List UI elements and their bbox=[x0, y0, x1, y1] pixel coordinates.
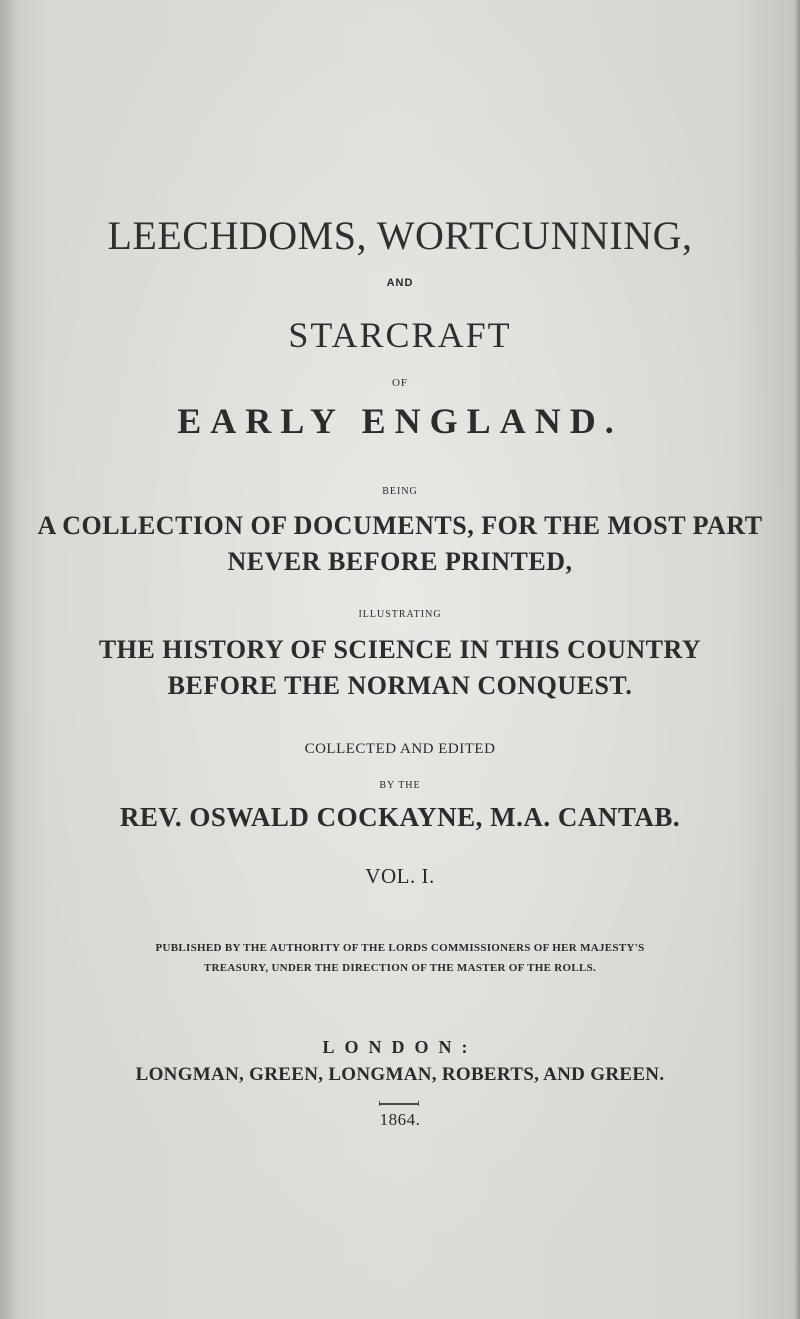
imprint-year: 1864. bbox=[379, 1110, 421, 1129]
by-the-label: BY THE bbox=[379, 780, 421, 791]
imprint-place: LONDON: bbox=[322, 1037, 478, 1057]
publication-authority-line-1: PUBLISHED BY THE AUTHORITY OF THE LORDS COMMISSIONERS OF HER MAJESTY'S bbox=[155, 942, 645, 954]
title-line-2: STARCRAFT bbox=[288, 315, 512, 355]
editor-name: REV. OSWALD COCKAYNE, M.A. CANTAB. bbox=[119, 802, 681, 832]
imprint-rule bbox=[379, 1103, 419, 1105]
subtitle-collection-line-1: A COLLECTION OF DOCUMENTS, FOR THE MOST PART bbox=[37, 511, 763, 540]
title-line-3: EARLY ENGLAND. bbox=[177, 401, 623, 441]
subtitle-being: BEING bbox=[382, 486, 418, 497]
publication-authority-line-2: TREASURY, UNDER THE DIRECTION OF THE MASTER OF THE ROLLS. bbox=[203, 962, 597, 974]
imprint-publishers: LONGMAN, GREEN, LONGMAN, ROBERTS, AND GREEN. bbox=[135, 1064, 665, 1085]
subtitle-history-line-1: THE HISTORY OF SCIENCE IN THIS COUNTRY bbox=[98, 635, 702, 664]
volume-number: VOL. I. bbox=[365, 864, 435, 888]
title-line-1: LEECHDOMS, WORTCUNNING, bbox=[107, 213, 693, 258]
subtitle-illustrating: ILLUSTRATING bbox=[358, 609, 442, 620]
subtitle-collection-line-2: NEVER BEFORE PRINTED, bbox=[227, 547, 573, 576]
subtitle-history-line-2: BEFORE THE NORMAN CONQUEST. bbox=[167, 671, 633, 700]
title-preposition-of: OF bbox=[391, 377, 409, 389]
collected-edited-label: COLLECTED AND EDITED bbox=[304, 741, 496, 757]
title-conjunction-and: AND bbox=[386, 277, 414, 289]
